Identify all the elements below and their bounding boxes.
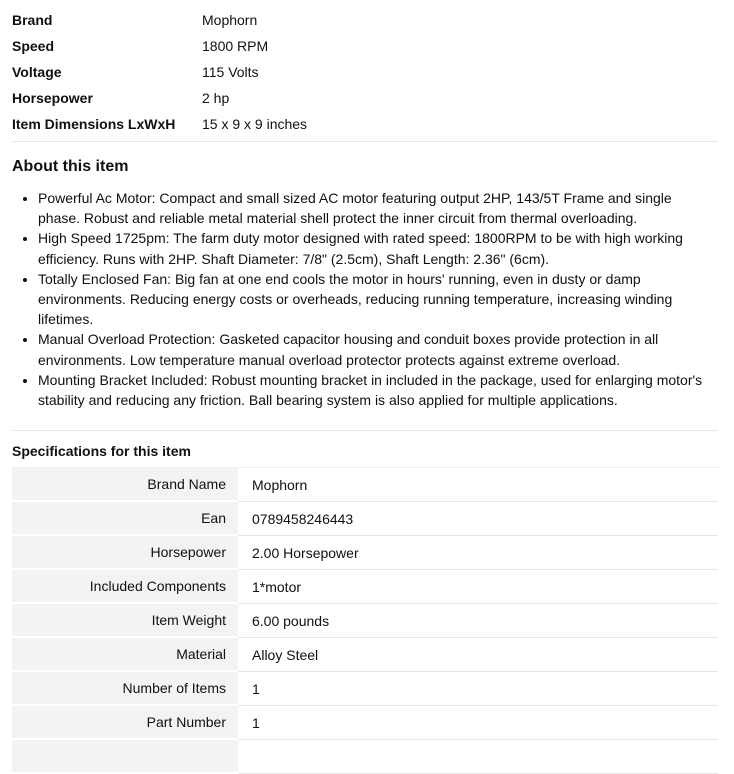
about-bullet: • Manual Overload Protection: Gasketed capacitor housing and conduit boxes provide protection in all environments. Low temperature manual overload protector protects against extreme overload. (38, 329, 718, 369)
spec-label: Brand Name (12, 468, 238, 502)
overview-label: Item Dimensions LxWxH (12, 116, 176, 132)
spec-value (238, 740, 718, 774)
section-divider (12, 141, 718, 142)
spec-label: Included Components (12, 570, 238, 604)
spec-value: 1 (238, 706, 718, 740)
spec-label: Part Number (12, 706, 238, 740)
spec-label (12, 740, 238, 774)
specifications-title: Specifications for this item (12, 443, 191, 460)
spec-value: 0789458246443 (238, 502, 718, 536)
about-bullet: • Powerful Ac Motor: Compact and small sized AC motor featuring output 2HP, 143/5T Frame and single phase. Robust and reliable metal material shell protect the inner circuit from thermal overloading. (38, 188, 718, 228)
spec-label: Item Weight (12, 604, 238, 638)
overview-row (12, 85, 718, 111)
specifications-section (12, 443, 718, 774)
about-bullet-list (12, 188, 718, 410)
about-section (12, 158, 718, 410)
overview-row (12, 7, 718, 33)
spec-row (12, 468, 718, 502)
overview-value: 15 x 9 x 9 inches (202, 116, 308, 132)
spec-row (12, 672, 718, 706)
specifications-table (12, 467, 718, 774)
about-bullet: • Totally Enclosed Fan: Big fan at one end cools the motor in hours' running, even in dusty or damp environments. Reducing energy costs or overheads, reducing running temperature, increasing winding lifetimes. (38, 269, 718, 330)
spec-row (12, 536, 718, 570)
product-overview-section (12, 7, 718, 137)
overview-label: Speed (12, 38, 55, 54)
spec-row (12, 502, 718, 536)
spec-value: 6.00 pounds (238, 604, 718, 638)
overview-label: Horsepower (12, 90, 93, 106)
overview-value: 115 Volts (202, 64, 259, 80)
spec-row (12, 570, 718, 604)
about-bullet: • High Speed 1725pm: The farm duty motor designed with rated speed: 1800RPM to be with high working efficiency. Runs with 2HP. Shaft Diameter: 7/8" (2.5cm), Shaft Length: 2.36" (6cm). (38, 228, 718, 268)
overview-value: 1800 RPM (202, 38, 269, 54)
overview-label: Voltage (12, 64, 62, 80)
spec-row (12, 706, 718, 740)
spec-row (12, 638, 718, 672)
overview-row (12, 111, 718, 137)
overview-row (12, 59, 718, 85)
spec-label: Number of Items (12, 672, 238, 706)
spec-row-partial (12, 740, 718, 774)
overview-row (12, 33, 718, 59)
overview-value: Mophorn (202, 12, 258, 28)
spec-value: 1 (238, 672, 718, 706)
overview-label: Brand (12, 12, 53, 28)
section-divider (12, 430, 718, 431)
spec-value: Mophorn (238, 468, 718, 502)
spec-label: Horsepower (12, 536, 238, 570)
spec-label: Material (12, 638, 238, 672)
spec-label: Ean (12, 502, 238, 536)
spec-row (12, 604, 718, 638)
spec-value: Alloy Steel (238, 638, 718, 672)
about-bullet: • Mounting Bracket Included: Robust mounting bracket in included in the package, used for enlarging motor's stability and reducing any friction. Ball bearing system is also applied for multiple applications. (38, 370, 718, 410)
spec-value: 2.00 Horsepower (238, 536, 718, 570)
about-title: About this item (12, 158, 129, 175)
spec-value: 1*motor (238, 570, 718, 604)
overview-value: 2 hp (202, 90, 230, 106)
